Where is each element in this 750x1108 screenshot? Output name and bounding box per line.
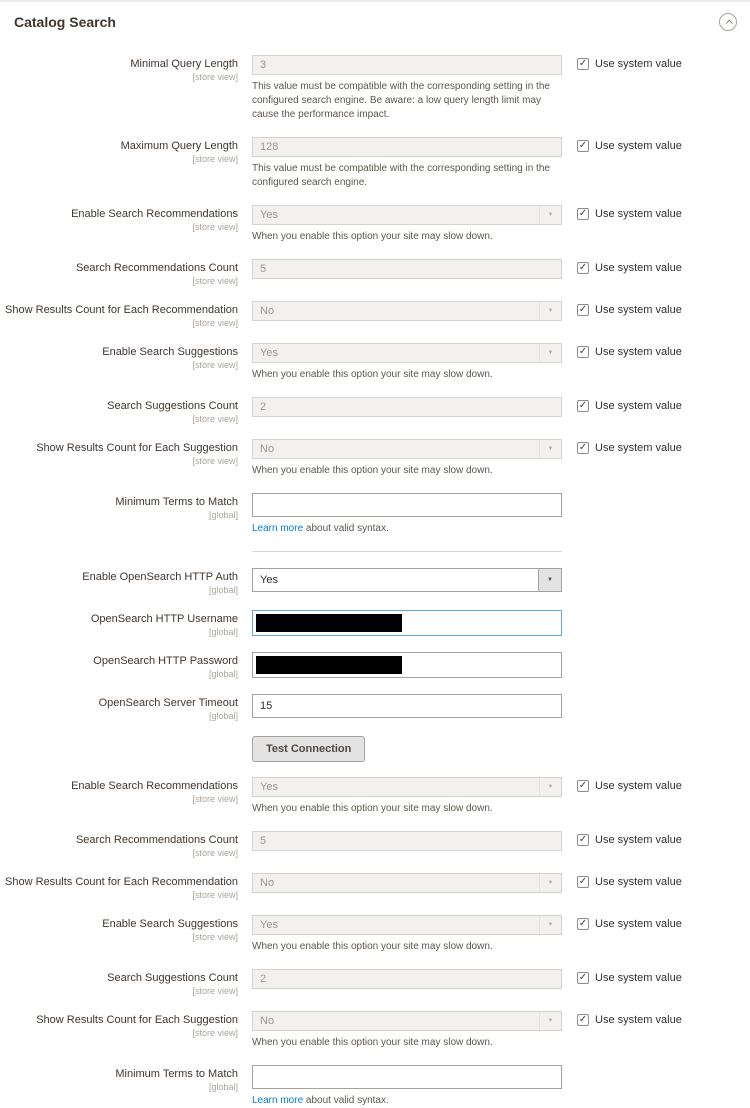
use-system-label: Use system value xyxy=(595,400,682,412)
checkmark-icon: ✓ xyxy=(578,207,588,219)
field-note: This value must be compatible with the corresponding setting in the configured search engine. Be aware: a low query length limit may cause the performance impact. xyxy=(252,81,550,120)
dropdown-arrow-icon: ▼ xyxy=(539,302,561,320)
field-scope: [global] xyxy=(208,585,238,595)
use-system-checkbox[interactable] xyxy=(577,442,589,454)
field-label: Show Results Count for Each Recommendation xyxy=(5,876,238,888)
field-note: When you enable this option your site may slow down. xyxy=(252,369,493,380)
use-system-checkbox[interactable] xyxy=(577,400,589,412)
field-scope: [store view] xyxy=(192,848,238,858)
field-row-enable-search-recommendations xyxy=(0,777,750,816)
use-system-checkbox[interactable] xyxy=(577,876,589,888)
dropdown-arrow-icon: ▼ xyxy=(539,344,561,362)
field-scope: [global] xyxy=(208,510,238,520)
select-value: Yes xyxy=(260,347,278,359)
field-row-maximum-query-length xyxy=(0,137,750,190)
learn-more-link[interactable]: Learn more xyxy=(252,523,304,534)
field-note xyxy=(252,1094,562,1108)
use-system-checkbox[interactable] xyxy=(577,918,589,930)
field-row-opensearch-server-timeout xyxy=(0,694,750,721)
field-row-minimum-terms-to-match xyxy=(0,493,750,536)
field-label: Show Results Count for Each Recommendation xyxy=(5,304,238,316)
field-label: Enable Search Suggestions xyxy=(102,918,238,930)
field-label: Search Suggestions Count xyxy=(107,972,238,984)
select-value: Yes xyxy=(260,919,278,931)
note-text: about valid syntax. xyxy=(303,523,389,534)
use-system-label: Use system value xyxy=(595,208,682,220)
field-label: OpenSearch Server Timeout xyxy=(98,697,238,709)
enable-search-recommendations-select xyxy=(252,777,562,797)
minimum-terms-to-match-input[interactable] xyxy=(252,1065,562,1089)
button-row xyxy=(0,736,750,762)
collapse-button[interactable] xyxy=(719,13,737,31)
field-scope: [store view] xyxy=(192,318,238,328)
note-text: about valid syntax. xyxy=(303,1095,389,1106)
field-label: OpenSearch HTTP Password xyxy=(93,655,238,667)
field-scope: [store view] xyxy=(192,222,238,232)
dropdown-arrow-icon: ▼ xyxy=(539,778,561,796)
use-system-checkbox[interactable] xyxy=(577,1014,589,1026)
field-label: Maximum Query Length xyxy=(120,140,238,152)
section-divider xyxy=(252,551,562,552)
field-label: Search Suggestions Count xyxy=(107,400,238,412)
use-system-label: Use system value xyxy=(595,972,682,984)
show-results-count-for-each-recommendation-select xyxy=(252,301,562,321)
checkmark-icon: ✓ xyxy=(578,833,588,845)
field-note: When you enable this option your site may slow down. xyxy=(252,941,493,952)
field-row-enable-search-suggestions xyxy=(0,915,750,954)
field-note: When you enable this option your site may slow down. xyxy=(252,231,493,242)
field-row-show-results-count-for-each-recommendation xyxy=(0,873,750,900)
use-system-checkbox[interactable] xyxy=(577,140,589,152)
field-scope: [store view] xyxy=(192,1028,238,1038)
select-value: No xyxy=(260,305,275,317)
enable-search-recommendations-select xyxy=(252,205,562,225)
field-scope: [store view] xyxy=(192,72,238,82)
field-label: Enable Search Suggestions xyxy=(102,346,238,358)
field-note: This value must be compatible with the corresponding setting in the configured search engine. xyxy=(252,163,550,188)
checkmark-icon: ✓ xyxy=(578,971,588,983)
use-system-checkbox[interactable] xyxy=(577,208,589,220)
use-system-label: Use system value xyxy=(595,876,682,888)
search-recommendations-count-input xyxy=(252,259,562,279)
select-value: No xyxy=(260,1015,275,1027)
search-suggestions-count-input xyxy=(252,397,562,417)
field-row-search-suggestions-count xyxy=(0,969,750,996)
select-value: No xyxy=(260,877,275,889)
checkmark-icon: ✓ xyxy=(578,875,588,887)
use-system-checkbox[interactable] xyxy=(577,304,589,316)
section-header xyxy=(0,2,750,31)
field-label: Show Results Count for Each Suggestion xyxy=(36,1014,238,1026)
dropdown-arrow-icon: ▼ xyxy=(539,916,561,934)
field-scope: [store view] xyxy=(192,932,238,942)
field-row-search-recommendations-count xyxy=(0,259,750,286)
field-row-enable-search-recommendations xyxy=(0,205,750,244)
use-system-checkbox[interactable] xyxy=(577,262,589,274)
field-row-opensearch-http-password xyxy=(0,652,750,679)
redacted-value xyxy=(256,656,402,674)
test-connection-button[interactable]: Test Connection xyxy=(252,736,365,762)
field-label: Minimum Terms to Match xyxy=(115,1068,238,1080)
minimal-query-length-input xyxy=(252,55,562,75)
field-note: When you enable this option your site may slow down. xyxy=(252,465,493,476)
select-value: Yes xyxy=(260,781,278,793)
maximum-query-length-input xyxy=(252,137,562,157)
field-label: Enable Search Recommendations xyxy=(71,780,238,792)
redacted-value xyxy=(256,614,402,632)
field-scope: [store view] xyxy=(192,154,238,164)
use-system-label: Use system value xyxy=(595,58,682,70)
show-results-count-for-each-suggestion-select xyxy=(252,439,562,459)
select-value: Yes xyxy=(260,209,278,221)
select-value: No xyxy=(260,443,275,455)
minimum-terms-to-match-input[interactable] xyxy=(252,493,562,517)
field-label: OpenSearch HTTP Username xyxy=(90,613,238,625)
field-note xyxy=(252,522,562,536)
use-system-label: Use system value xyxy=(595,442,682,454)
checkmark-icon: ✓ xyxy=(578,1013,588,1025)
enable-opensearch-http-auth-select[interactable] xyxy=(252,568,562,592)
checkmark-icon: ✓ xyxy=(578,303,588,315)
search-suggestions-count-input xyxy=(252,969,562,989)
use-system-label: Use system value xyxy=(595,304,682,316)
use-system-checkbox[interactable] xyxy=(577,346,589,358)
use-system-checkbox[interactable] xyxy=(577,58,589,70)
use-system-label: Use system value xyxy=(595,140,682,152)
field-row-enable-search-suggestions xyxy=(0,343,750,382)
field-scope: [store view] xyxy=(192,276,238,286)
checkmark-icon: ✓ xyxy=(578,57,588,69)
show-results-count-for-each-recommendation-select xyxy=(252,873,562,893)
checkmark-icon: ✓ xyxy=(578,399,588,411)
dropdown-arrow-icon: ▼ xyxy=(539,206,561,224)
checkmark-icon: ✓ xyxy=(578,779,588,791)
dropdown-arrow-icon: ▼ xyxy=(539,874,561,892)
field-scope: [global] xyxy=(208,627,238,637)
field-scope: [store view] xyxy=(192,986,238,996)
checkmark-icon: ✓ xyxy=(578,441,588,453)
field-row-minimal-query-length xyxy=(0,55,750,122)
field-label: Minimum Terms to Match xyxy=(115,496,238,508)
opensearch-server-timeout-input[interactable] xyxy=(252,694,562,718)
field-row-show-results-count-for-each-suggestion xyxy=(0,439,750,478)
use-system-checkbox[interactable] xyxy=(577,780,589,792)
use-system-label: Use system value xyxy=(595,346,682,358)
field-row-opensearch-http-username xyxy=(0,610,750,637)
learn-more-link[interactable]: Learn more xyxy=(252,1095,304,1106)
field-row-minimum-terms-to-match xyxy=(0,1065,750,1108)
field-scope: [store view] xyxy=(192,414,238,424)
field-label: Search Recommendations Count xyxy=(75,262,238,274)
dropdown-arrow-icon: ▼ xyxy=(539,1012,561,1030)
field-scope: [global] xyxy=(208,1082,238,1092)
dropdown-arrow-icon: ▼ xyxy=(539,440,561,458)
use-system-checkbox[interactable] xyxy=(577,972,589,984)
field-note: When you enable this option your site may slow down. xyxy=(252,1037,493,1048)
search-recommendations-count-input xyxy=(252,831,562,851)
chevron-up-icon xyxy=(725,19,732,26)
use-system-checkbox[interactable] xyxy=(577,834,589,846)
use-system-label: Use system value xyxy=(595,780,682,792)
catalog-search-form xyxy=(0,31,750,1108)
field-row-search-suggestions-count xyxy=(0,397,750,424)
show-results-count-for-each-suggestion-select xyxy=(252,1011,562,1031)
checkmark-icon: ✓ xyxy=(578,345,588,357)
field-row-enable-opensearch-http-auth xyxy=(0,568,750,595)
field-row-show-results-count-for-each-suggestion xyxy=(0,1011,750,1050)
checkmark-icon: ✓ xyxy=(578,917,588,929)
field-scope: [global] xyxy=(208,669,238,679)
field-label: Enable Search Recommendations xyxy=(71,208,238,220)
field-scope: [store view] xyxy=(192,456,238,466)
field-label: Search Recommendations Count xyxy=(75,834,238,846)
use-system-label: Use system value xyxy=(595,1014,682,1026)
select-value: Yes xyxy=(260,574,278,586)
use-system-label: Use system value xyxy=(595,834,682,846)
use-system-label: Use system value xyxy=(595,262,682,274)
field-scope: [store view] xyxy=(192,890,238,900)
field-label: Minimal Query Length xyxy=(130,58,238,70)
field-scope: [store view] xyxy=(192,794,238,804)
section-title: Catalog Search xyxy=(14,14,116,30)
use-system-label: Use system value xyxy=(595,918,682,930)
field-note: When you enable this option your site may slow down. xyxy=(252,803,493,814)
field-row-search-recommendations-count xyxy=(0,831,750,858)
field-scope: [global] xyxy=(208,711,238,721)
field-label: Enable OpenSearch HTTP Auth xyxy=(82,571,238,583)
field-scope: [store view] xyxy=(192,360,238,370)
checkmark-icon: ✓ xyxy=(578,261,588,273)
enable-search-suggestions-select xyxy=(252,343,562,363)
field-label: Show Results Count for Each Suggestion xyxy=(36,442,238,454)
checkmark-icon: ✓ xyxy=(578,139,588,151)
enable-search-suggestions-select xyxy=(252,915,562,935)
dropdown-arrow-icon: ▼ xyxy=(538,569,561,591)
field-row-show-results-count-for-each-recommendation xyxy=(0,301,750,328)
